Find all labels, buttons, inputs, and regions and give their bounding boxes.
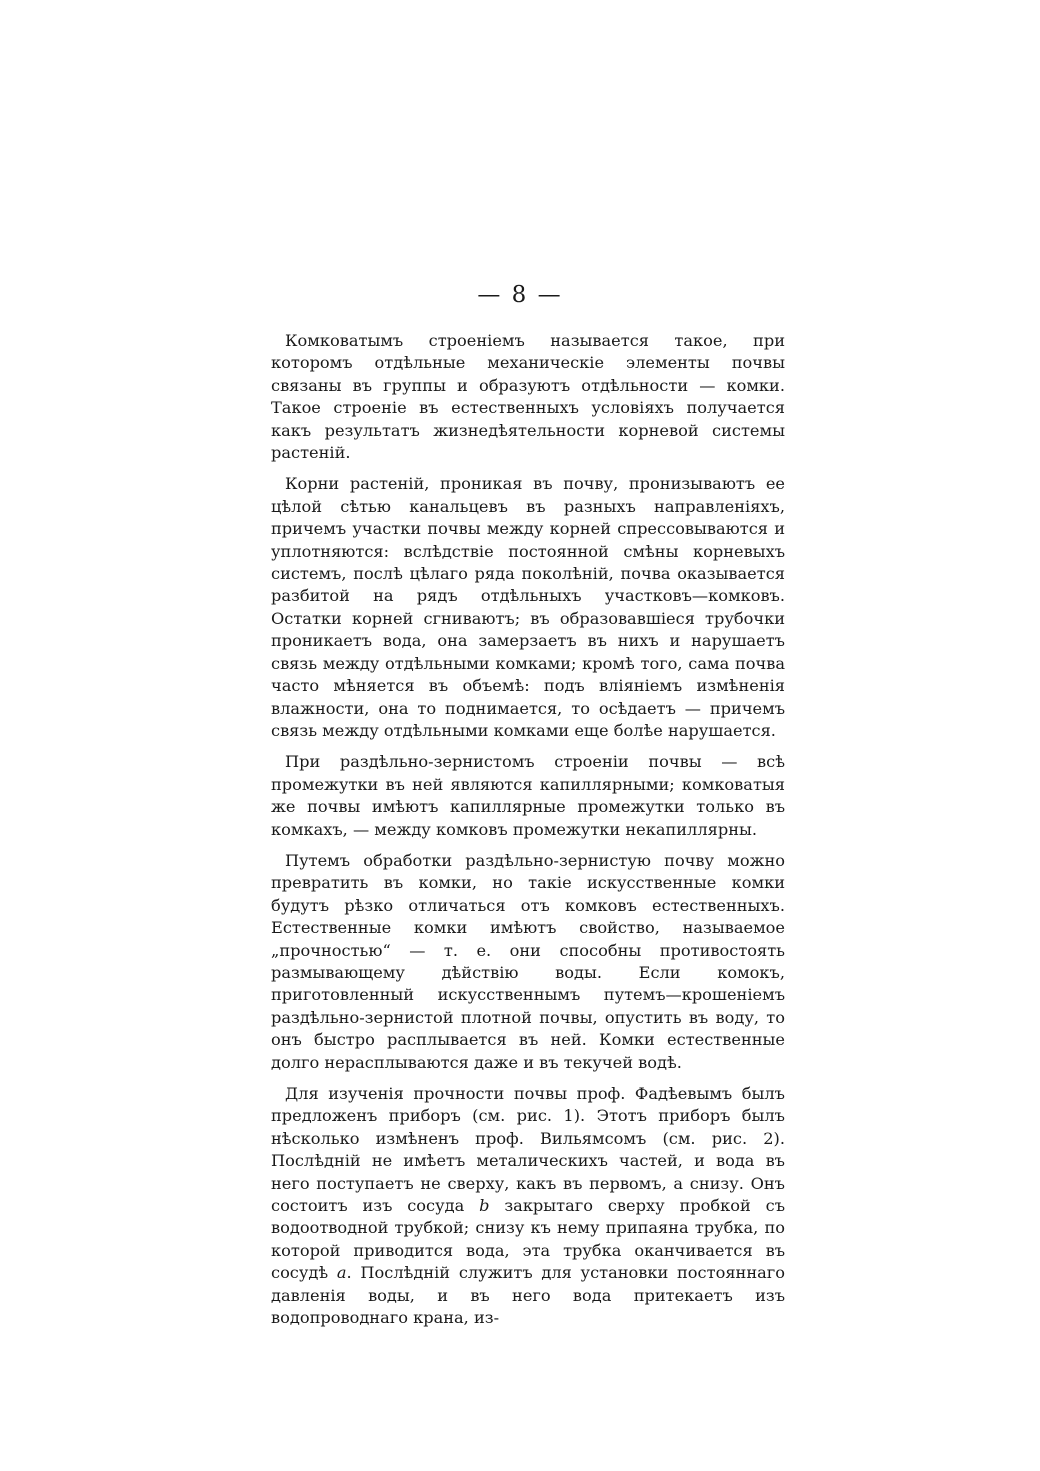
vessel-a-label: a <box>336 1263 347 1283</box>
paragraph-granular-structure: При раздѣльно-зернистомъ строеніи почвы — всѣ промежутки въ ней являются капиллярными; комковатыя же почвы имѣютъ капиллярные промежутки только въ комкахъ, — между комковъ промежутки некапиллярны. <box>271 752 785 839</box>
paragraph-plant-roots: Корни растеній, проникая въ почву, пронизываютъ ее цѣлой сѣтью канальцевъ въ разныхъ направленіяхъ, причемъ участки почвы между корней спрессовываются и уплотняются: вслѣдствіе постоянной смѣны корневыхъ системъ, послѣ цѣлаго ряда поколѣній, почва оказывается разбитой на рядъ отдѣльныхъ участковъ—комковъ. Остатки корней сгниваютъ; въ образовавшіеся трубочки проникаетъ вода, она замерзаетъ въ нихъ и нарушаетъ связь между отдѣльными комками; кромѣ того, сама почва часто мѣняется въ объемѣ: подъ вліяніемъ измѣненія влажности, она то поднимается, то осѣдаетъ — причемъ связь между отдѣльными комками еще болѣе нарушается. <box>271 474 785 740</box>
page-number: — 8 — <box>477 282 563 308</box>
paragraph-text-part: . Послѣдній служитъ для установки постояннаго давленія воды, и въ него вода притекаетъ изъ водопроводнаго крана, из- <box>271 1263 785 1328</box>
paragraph-text-part: Для изученія прочности почвы проф. Фадѣевымъ былъ предложенъ приборъ (см. рис. 1). Этотъ приборъ былъ нѣсколько измѣненъ проф. Вильямсомъ (см. рис. 2). Послѣдній не имѣетъ металическихъ частей, и вода въ него поступаетъ не сверху, какъ въ первомъ, а снизу. Онъ состоитъ изъ сосуда <box>271 1084 785 1216</box>
paragraph-cloddy-structure: Комковатымъ строеніемъ называется такое, при которомъ отдѣльные механическіе элементы почвы связаны въ группы и образуютъ отдѣльности — комки. Такое строеніе въ естественныхъ условіяхъ получается какъ результатъ жизнедѣятельности корневой системы растеній. <box>271 331 785 463</box>
vessel-b-label: b <box>479 1196 490 1216</box>
paragraph-artificial-clods: Путемъ обработки раздѣльно-зернистую почву можно превратить въ комки, но такіе искусственные комки будутъ рѣзко отличаться отъ комковъ естественныхъ. Естественные комки имѣютъ свойство, называемое „прочностью“ — т. е. они способны противостоять размывающему дѣйствію воды. Если комокъ, приготовленный искусственнымъ путемъ—крошеніемъ раздѣльно-зернистой плотной почвы, опустить въ воду, то онъ быстро расплывается въ ней. Комки естественные долго нерасплываются даже и въ текучей водѣ. <box>271 850 785 1072</box>
paragraph-durability-apparatus <box>271 1083 785 1329</box>
body-text <box>271 330 785 1329</box>
paragraph-text-part: закрытаго сверху пробкой съ водоотводной трубкой; снизу къ нему припаяна трубка, по которой приводится вода, эта трубка оканчивается въ сосудѣ <box>271 1196 785 1283</box>
